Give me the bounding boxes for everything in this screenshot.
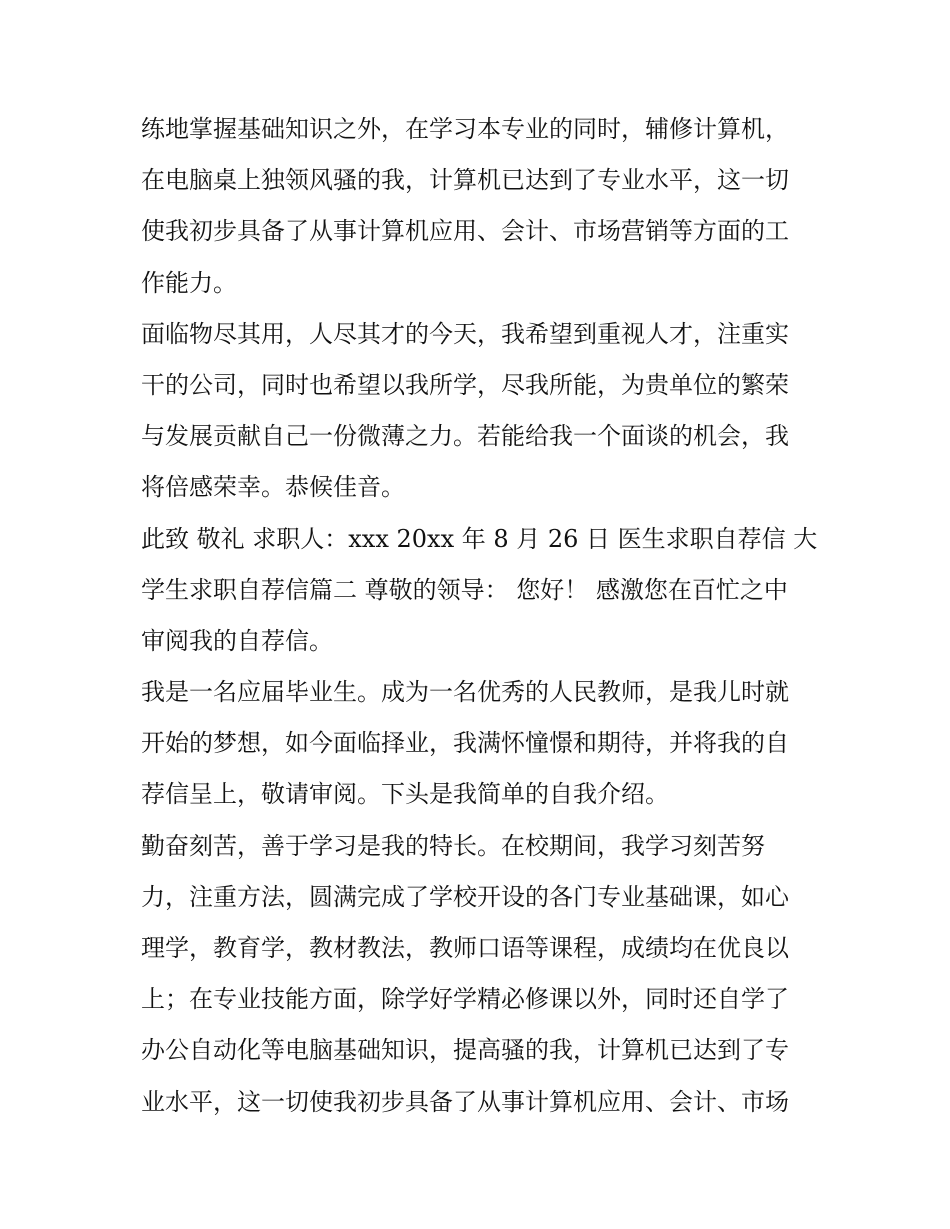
- text-line: 练地掌握基础知识之外，在学习本专业的同时，辅修计算机，: [141, 115, 789, 143]
- text-line: 干的公司，同时也希望以我所学，尽我所能，为贵单位的繁荣: [141, 370, 789, 399]
- text-line: 在电脑桌上独领风骚的我，计算机已达到了专业水平，这一切: [141, 166, 789, 195]
- text-line: 面临物尽其用，人尽其才的今天，我希望到重视人才，注重实: [141, 319, 789, 348]
- text-line: 我是一名应届毕业生。成为一名优秀的人民教师，是我儿时就: [141, 678, 789, 707]
- text-line: 学生求职自荐信篇二 尊敬的领导： 您好！ 感激您在百忙之中: [141, 575, 788, 604]
- text-line: 办公自动化等电脑基础知识，提高骚的我，计算机已达到了专: [141, 1036, 789, 1065]
- text-line: 业水平，这一切使我初步具备了从事计算机应用、会计、市场: [141, 1087, 789, 1116]
- text-line: 力，注重方法，圆满完成了学校开设的各门专业基础课，如心: [141, 882, 789, 911]
- letter-body: [141, 104, 818, 1128]
- text-line: 勤奋刻苦，善于学习是我的特长。在校期间，我学习刻苦努: [141, 831, 765, 860]
- text-line: 使我初步具备了从事计算机应用、会计、市场营销等方面的工: [141, 217, 789, 246]
- text-line: 与发展贡献自己一份微薄之力。若能给我一个面谈的机会，我: [141, 422, 789, 451]
- text-line: 此致 敬礼 求职人：xxx 20xx 年 8 月 26 日 医生求职自荐信 大: [141, 524, 818, 553]
- text-line: 将倍感荣幸。恭候佳音。: [141, 473, 405, 502]
- text-line: 开始的梦想，如今面临择业，我满怀憧憬和期待，并将我的自: [141, 729, 789, 758]
- text-line: 上；在专业技能方面，除学好学精必修课以外，同时还自学了: [141, 985, 789, 1014]
- text-line: 审阅我的自荐信。: [141, 626, 333, 655]
- text-line: 理学，教育学，教材教法，教师口语等课程，成绩均在优良以: [141, 934, 789, 962]
- text-line: 作能力。: [141, 268, 237, 297]
- text-line: 荐信呈上，敬请审阅。下头是我简单的自我介绍。: [141, 780, 669, 809]
